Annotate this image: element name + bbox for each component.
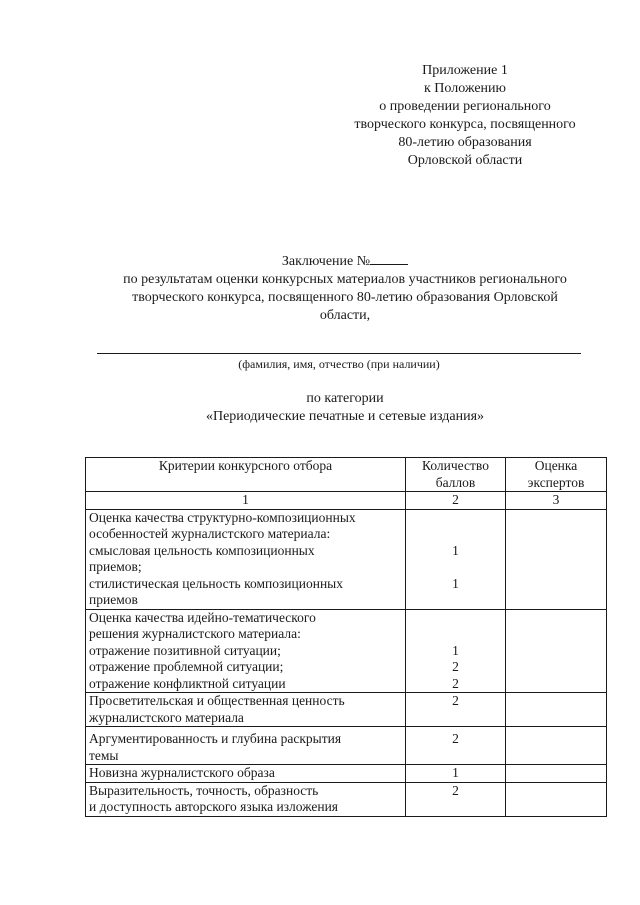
criterion-cell: Просветительская и общественная ценность журналистского материала (86, 693, 406, 727)
criterion-cell: Аргументированность и глубина раскрытия темы (86, 727, 406, 765)
header-points: Количество баллов (406, 458, 506, 492)
points-cell: 1 2 2 (406, 609, 506, 693)
conclusion-number-blank[interactable] (370, 252, 408, 265)
appendix-line: о проведении регионального (379, 99, 551, 114)
appendix-line: Приложение 1 (422, 63, 508, 78)
category-name: «Периодические печатные и сетевые издания» (205, 409, 485, 424)
criterion-cell: Оценка качества структурно-композиционных особенностей журналистского материала: смысловая цельность композиционных приемов; стилистическая цельность композиционных приемов (86, 509, 406, 609)
column-number-row (86, 492, 607, 510)
conclusion-subtitle-line: по результатам оценки конкурсных материалов участников регионального (123, 272, 567, 287)
conclusion-title-block (80, 252, 610, 325)
table-header-row (86, 458, 607, 492)
header-criteria: Критерии конкурсного отбора (86, 458, 406, 492)
table-row (86, 609, 607, 693)
column-number: 1 (86, 492, 406, 510)
appendix-line: к Положению (423, 81, 506, 96)
expert-score-cell[interactable] (506, 693, 607, 727)
header-expert: Оценка экспертов (506, 458, 607, 492)
expert-score-cell[interactable] (506, 609, 607, 693)
participant-name-blank[interactable] (97, 353, 581, 354)
criterion-cell: Новизна журналистского образа (86, 765, 406, 783)
expert-score-cell[interactable] (506, 509, 607, 609)
points-cell: 2 (406, 782, 506, 816)
conclusion-subtitle-line: области, (319, 308, 371, 323)
column-number: 2 (406, 492, 506, 510)
column-number: 3 (506, 492, 607, 510)
expert-score-cell[interactable] (506, 727, 607, 765)
points-cell: 2 (406, 693, 506, 727)
points-cell: 1 1 (406, 509, 506, 609)
criteria-table (85, 457, 607, 817)
points-cell: 2 (406, 727, 506, 765)
table-row (86, 693, 607, 727)
criterion-cell: Выразительность, точность, образность и доступность авторского языка изложения (86, 782, 406, 816)
expert-score-cell[interactable] (506, 782, 607, 816)
category-block (80, 390, 610, 426)
expert-score-cell[interactable] (506, 765, 607, 783)
appendix-line: 80-летию образования (398, 135, 532, 150)
conclusion-subtitle-line: творческого конкурса, посвященного 80-летию образования Орловской (132, 290, 558, 305)
appendix-line: Орловской области (407, 153, 523, 168)
table-row (86, 509, 607, 609)
category-label: по категории (306, 391, 384, 406)
appendix-line: творческого конкурса, посвященного (354, 117, 576, 132)
criterion-cell: Оценка качества идейно-тематического решения журналистского материала: отражение позитивной ситуации; отражение проблемной ситуации; отражение конфликтной ситуации (86, 609, 406, 693)
points-cell: 1 (406, 765, 506, 783)
participant-name-caption: (фамилия, имя, отчество (при наличии) (238, 357, 440, 371)
table-row (86, 782, 607, 816)
table-row (86, 765, 607, 783)
appendix-header (330, 62, 600, 170)
table-row (86, 727, 607, 765)
conclusion-title (80, 252, 610, 271)
conclusion-title-text: Заключение № (281, 254, 371, 269)
